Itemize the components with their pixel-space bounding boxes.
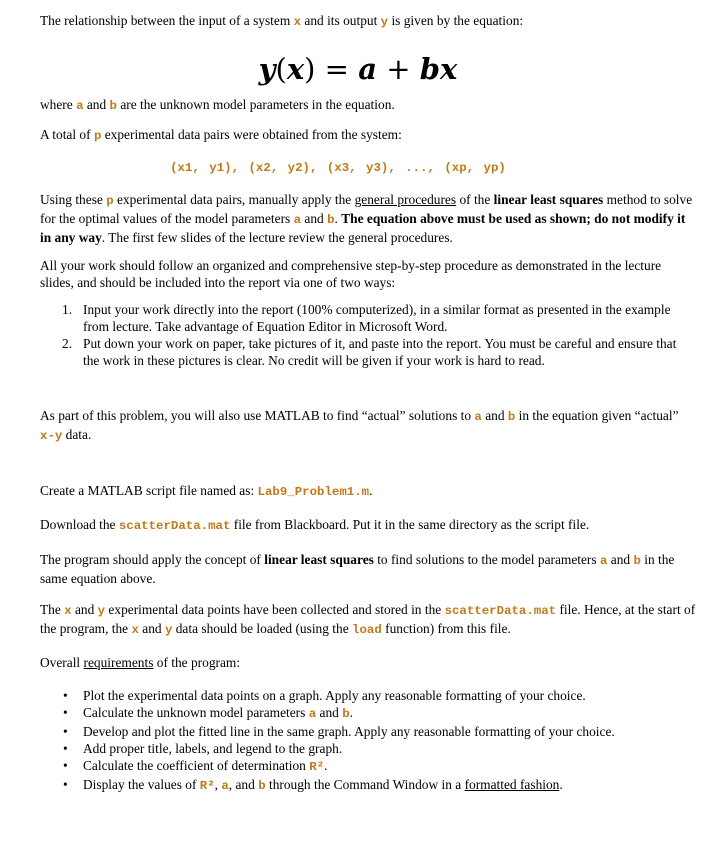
code-y: y	[380, 15, 389, 29]
work-format-paragraph: All your work should follow an organized and comprehensive step-by-step procedure as demonstrated in the lecture slides, and should be included into the report via one of two ways:	[40, 258, 662, 290]
data-pairs-intro: A total of p experimental data pairs were obtained from the system:	[40, 127, 402, 143]
bullet-icon: •	[63, 688, 68, 703]
bullet-icon: •	[63, 758, 68, 773]
data-pairs-list: (x1, y1), (x2, y2), (x3, y3), ..., (xp, yp)	[170, 161, 506, 175]
list-item: 2. Put down your work on paper, take pictures of it, and paste into the report. You must be careful and ensure that the work in these pictures is clear. No credit will be given if your work is hard to read.	[62, 336, 677, 368]
bullet-icon: •	[63, 741, 68, 756]
list-item: • Add proper title, labels, and legend to the graph.	[63, 741, 343, 756]
bullet-icon: •	[63, 705, 68, 720]
model-equation: y(x) = a + bx	[258, 52, 458, 86]
parameters-paragraph: where a and b are the unknown model parameters in the equation.	[40, 97, 395, 113]
requirements-list	[40, 687, 696, 795]
bullet-icon: •	[63, 724, 68, 739]
intro-paragraph: The relationship between the input of a system x and its output y is given by the equation:	[40, 13, 524, 29]
general-procedures-text: general procedures	[354, 192, 457, 207]
list-item: • Calculate the unknown model parameters a and b.	[63, 705, 353, 721]
procedure-paragraph: Using these p experimental data pairs, manually apply the general procedures of the linear least squares method to solve for the optimal values of the model parameters a and b. The equation above must be used as shown; do not modify it in any way. The first few slides of the lecture review the general procedures.	[40, 192, 693, 245]
bullet-icon: •	[63, 777, 68, 792]
load-function: load	[352, 623, 382, 637]
requirements-heading: Overall requirements of the program:	[40, 655, 241, 670]
code-x: x	[293, 15, 302, 29]
least-squares-paragraph: The program should apply the concept of linear least squares to find solutions to the model parameters a and b in the same equation above.	[40, 552, 675, 586]
list-item: • Display the values of R², a, and b through the Command Window in a formatted fashion.	[63, 777, 563, 793]
submission-ways-list	[40, 301, 696, 369]
list-item: 1. Input your work directly into the report (100% computerized), in a similar format as presented in the example from lecture. Take advantage of Equation Editor in Microsoft Word.	[62, 302, 671, 334]
load-data-paragraph: The x and y experimental data points have been collected and stored in the scatterData.mat file. Hence, at the start of the program, the x and y data should be loaded (using the load function) from this file.	[40, 602, 696, 637]
script-name-paragraph: Create a MATLAB script file named as: Lab9_Problem1.m.	[40, 483, 373, 499]
data-filename: scatterData.mat	[118, 519, 231, 533]
list-item: • Develop and plot the fitted line in the same graph. Apply any reasonable formatting of your choice.	[63, 724, 615, 739]
list-item: • Calculate the coefficient of determination R².	[63, 758, 328, 774]
list-item: • Plot the experimental data points on a graph. Apply any reasonable formatting of your choice.	[63, 688, 586, 703]
script-filename: Lab9_Problem1.m	[257, 485, 370, 499]
matlab-intro-paragraph: As part of this problem, you will also use MATLAB to find “actual” solutions to a and b in the equation given “actual” x-y data.	[40, 408, 679, 443]
download-paragraph: Download the scatterData.mat file from Blackboard. Put it in the same directory as the script file.	[40, 517, 590, 533]
assignment-document	[40, 12, 696, 795]
